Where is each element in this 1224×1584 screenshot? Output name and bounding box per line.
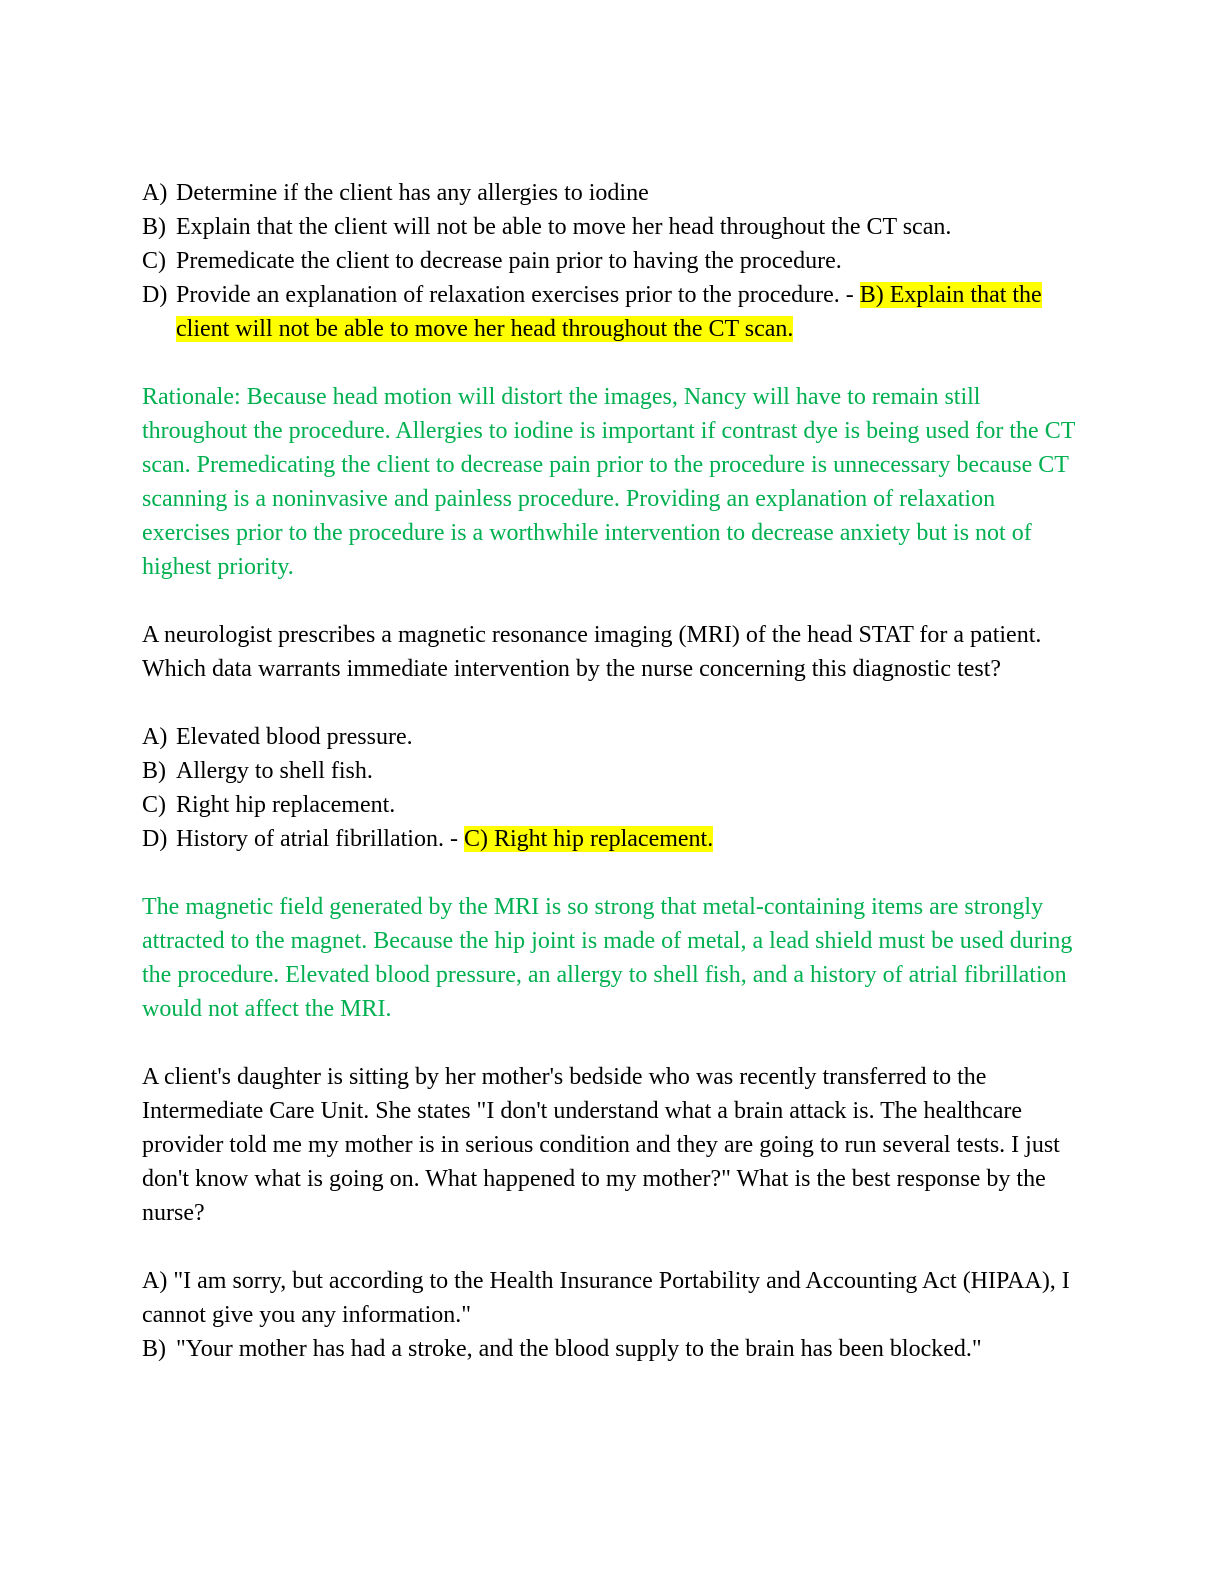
option-text: Allergy to shell fish. (176, 758, 373, 784)
q1-option-b (142, 210, 1082, 244)
option-text: Determine if the client has any allergies to iodine (176, 180, 649, 206)
spacer (142, 856, 1082, 890)
option-letter: A) (142, 724, 168, 750)
option-letter: B) (142, 1336, 166, 1362)
spacer (142, 1026, 1082, 1060)
highlighted-answer: C) Right hip replacement. (463, 826, 714, 852)
q2-option-a (142, 720, 1082, 754)
option-text: Premedicate the client to decrease pain prior to having the procedure. (176, 248, 842, 274)
q2-rationale: The magnetic field generated by the MRI is so strong that metal-containing items are strongly attracted to the magnet. Because the hip joint is made of metal, a lead shield must be used during the procedure. Elevated blood pressure, an allergy to shell fish, and a history of atrial fibrillation would not affect the MRI. (142, 894, 1073, 1022)
option-text: Right hip replacement. (176, 792, 396, 818)
option-letter: D) (142, 282, 168, 308)
document-page (142, 176, 1082, 1366)
option-letter: C) (142, 248, 166, 274)
q1-rationale: Rationale: Because head motion will distort the images, Nancy will have to remain still throughout the procedure. Allergies to iodine is important if contrast dye is being used for the CT scan. Premedicating the client to decrease pain prior to the procedure is unnecessary because CT scanning is a noninvasive and painless procedure. Providing an explanation of relaxation exercises prior to the procedure is a worthwhile intervention to decrease anxiety but is not of highest priority. (142, 384, 1075, 580)
q2-option-b (142, 754, 1082, 788)
option-letter: C) (142, 792, 166, 818)
option-text: Explain that the client will not be able to move her head throughout the CT scan. (176, 214, 952, 240)
highlighted-answer: B) Explain that the client will not be able to move her head throughout the CT scan. (176, 282, 1042, 342)
q3-question: A client's daughter is sitting by her mother's bedside who was recently transferred to the Intermediate Care Unit. She states "I don't understand what a brain attack is. The healthcare provider told me my mother is in serious condition and they are going to run several tests. I just don't know what is going on. What happened to my mother?" What is the best response by the nurse? (142, 1064, 1060, 1226)
q1-option-d (142, 278, 1082, 346)
spacer (142, 686, 1082, 720)
q3-option-a (142, 1264, 1082, 1332)
option-letter: A) (142, 1268, 168, 1294)
option-text: "I am sorry, but according to the Health Insurance Portability and Accounting Act (HIPAA), I cannot give you any information." (142, 1268, 1070, 1328)
option-text: History of atrial fibrillation. - (176, 826, 464, 852)
option-text-with-answer (176, 278, 1082, 346)
option-letter: A) (142, 180, 168, 206)
spacer (142, 584, 1082, 618)
q1-option-a (142, 176, 1082, 210)
option-text: Provide an explanation of relaxation exercises prior to the procedure. - (176, 282, 860, 308)
option-letter: D) (142, 826, 168, 852)
option-text: Elevated blood pressure. (176, 724, 413, 750)
option-text-with-answer (176, 822, 1082, 856)
q2-option-d (142, 822, 1082, 856)
option-text: "Your mother has had a stroke, and the blood supply to the brain has been blocked." (176, 1336, 982, 1362)
q2-question: A neurologist prescribes a magnetic resonance imaging (MRI) of the head STAT for a patient. Which data warrants immediate intervention by the nurse concerning this diagnostic test? (142, 622, 1042, 682)
q1-option-c (142, 244, 1082, 278)
option-letter: B) (142, 214, 166, 240)
q2-option-c (142, 788, 1082, 822)
q3-option-b (142, 1332, 1082, 1366)
option-letter: B) (142, 758, 166, 784)
spacer (142, 346, 1082, 380)
spacer (142, 1230, 1082, 1264)
